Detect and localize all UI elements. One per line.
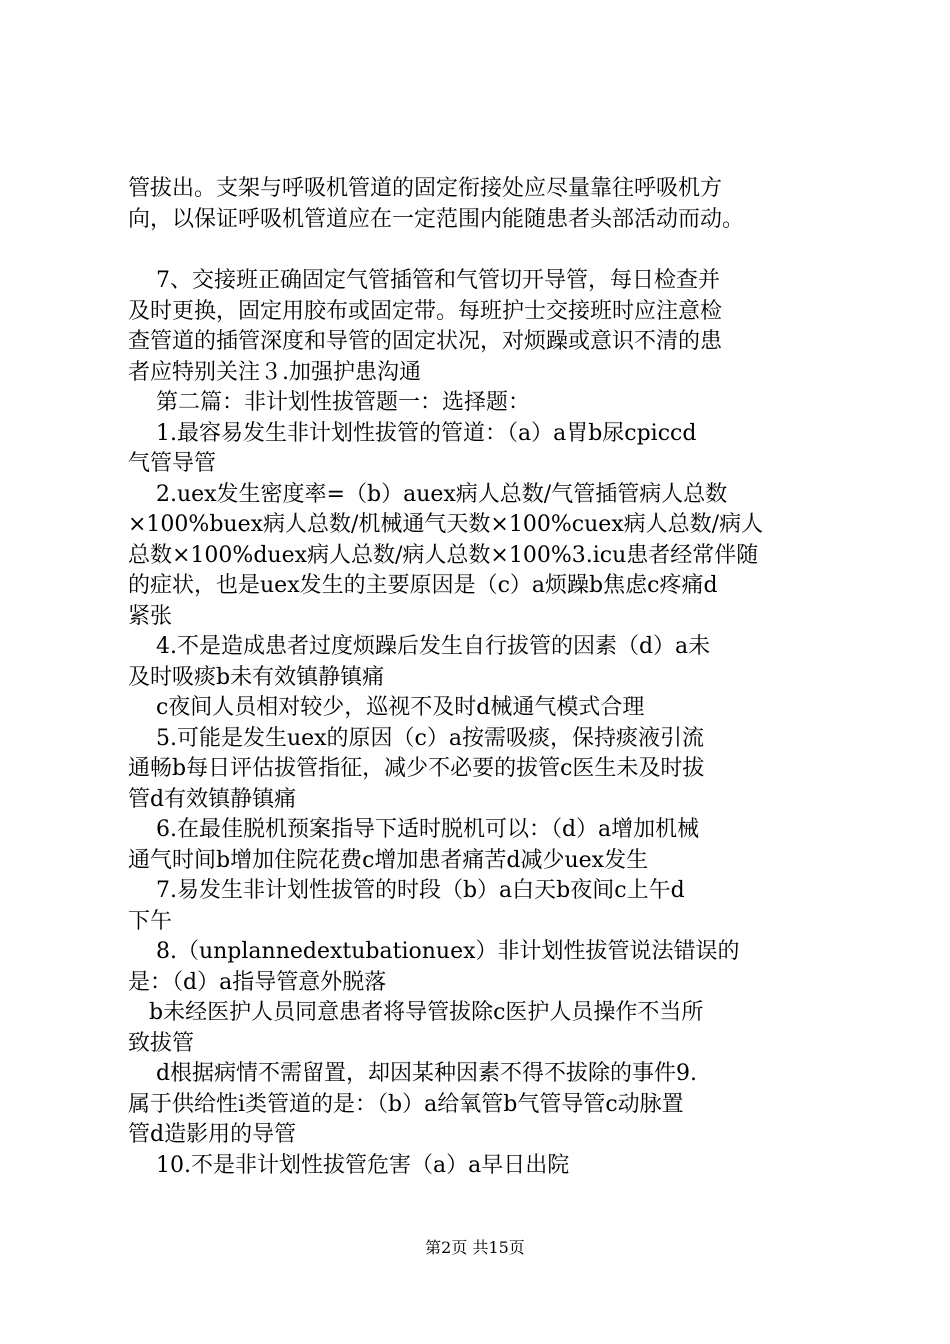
text-line: 7、交接班正确固定气管插管和气管切开导管，每日检查并 [128, 268, 720, 293]
text-line: 管拔出。支架与呼吸机管道的固定衔接处应尽量靠往呼吸机方 [128, 176, 723, 201]
text-line: 气管导管 [128, 451, 217, 476]
paragraph-gap [128, 235, 843, 266]
paragraph-main [128, 266, 843, 1181]
text-line: 者应特别关注３.加强护患沟通 [128, 359, 421, 385]
text-line: 5.可能是发生uex的原因（c）a按需吸痰，保持痰液引流 [128, 725, 704, 751]
text-line: c夜间人员相对较少，巡视不及时d械通气模式合理 [128, 695, 645, 720]
text-line: 7.易发生非计划性拔管的时段（b）a白天b夜间c上午d [128, 878, 685, 903]
text-line: 通畅b每日评估拔管指征，减少不必要的拔管c医生未及时拔 [128, 756, 705, 781]
text-line: 及时更换，固定用胶布或固定带。每班护士交接班时应注意检 [128, 298, 723, 324]
text-line: 管d造影用的导管 [128, 1122, 297, 1147]
text-line: 总数×100%duex病人总数/病人总数×100%3.icu患者经常伴随 [128, 542, 759, 568]
text-line: 通气时间b增加住院花费c增加患者痛苦d减少uex发生 [128, 847, 649, 873]
page-footer: 第2页 共15页 [425, 1238, 525, 1257]
text-line: 及时吸痰b未有效镇静镇痛 [128, 664, 385, 690]
text-line: 10.不是非计划性拔管危害（a）a早日出院 [128, 1152, 570, 1178]
text-line: 属于供给性i类管道的是：（b）a给氧管b气管导管c动脉置 [128, 1091, 684, 1117]
text-line: 紧张 [128, 603, 173, 629]
text-line: 1.最容易发生非计划性拔管的管道：（a）a胃b尿cpiccd [128, 420, 697, 446]
text-line: 第二篇：非计划性拔管题一：选择题： [128, 390, 530, 415]
text-line: 2.uex发生密度率=（b）auex病人总数/气管插管病人总数 [128, 481, 728, 507]
text-line: 6.在最佳脱机预案指导下适时脱机可以：（d）a增加机械 [128, 817, 700, 842]
text-line: 的症状，也是uex发生的主要原因是（c）a烦躁b焦虑c疼痛d [128, 573, 718, 598]
text-line: 查管道的插管深度和导管的固定状况，对烦躁或意识不清的患 [128, 329, 723, 354]
document-body [128, 174, 843, 1181]
text-line: 致拔管 [128, 1030, 195, 1056]
text-line: 是：（d）a指导管意外脱落 [128, 969, 387, 995]
text-line: 下午 [128, 908, 173, 934]
text-line: 8.（unplannedextubationuex）非计划性拔管说法错误的 [128, 939, 740, 964]
text-line: 管d有效镇静镇痛 [128, 786, 297, 812]
text-line: ×100%buex病人总数/机械通气天数×100%cuex病人总数/病人 [128, 512, 764, 537]
text-line: d根据病情不需留置，却因某种因素不得不拔除的事件9. [128, 1061, 698, 1086]
text-line: 4.不是造成患者过度烦躁后发生自行拔管的因素（d）a未 [128, 634, 711, 659]
text-line: b未经医护人员同意患者将导管拔除c医护人员操作不当所 [128, 1000, 704, 1025]
text-line: 向，以保证呼吸机管道应在一定范围内能随患者头部活动而动。 [128, 206, 745, 232]
paragraph-continuation [128, 174, 843, 235]
